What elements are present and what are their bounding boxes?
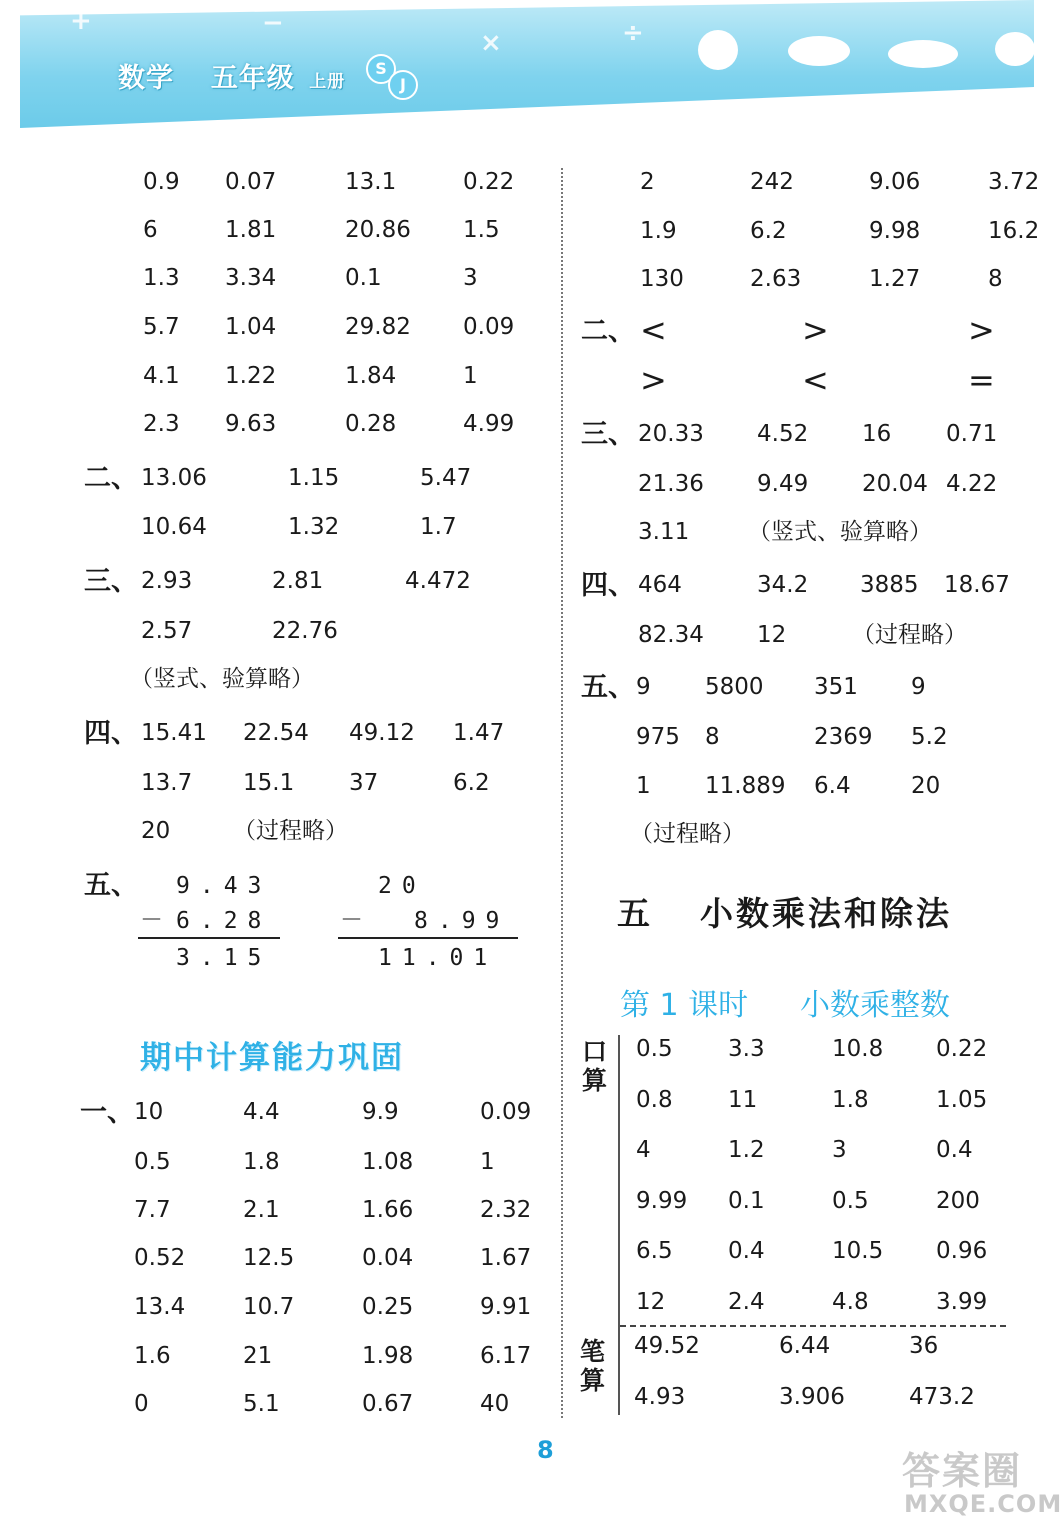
- answer-cell: 1: [636, 773, 651, 799]
- answer-cell: 9.98: [869, 218, 921, 244]
- answer-cell: 0.52: [134, 1245, 186, 1271]
- answer-cell: 8: [705, 724, 720, 750]
- answer-cell: 20.04: [862, 471, 928, 497]
- answer-cell: 10.8: [832, 1036, 884, 1062]
- answer-cell: 1.08: [362, 1149, 414, 1175]
- answer-cell: 10: [134, 1099, 164, 1125]
- answer-cell: 6.4: [814, 773, 851, 799]
- answer-cell: 10.7: [243, 1294, 295, 1320]
- answer-cell: 0.5: [636, 1036, 673, 1062]
- note-text: （过程略）: [852, 622, 967, 648]
- answer-cell: 2.63: [750, 266, 802, 292]
- answer-cell: 0.28: [345, 411, 397, 437]
- column-divider: [561, 168, 563, 1418]
- question-label: 三、: [84, 566, 138, 597]
- answer-cell: 1.27: [869, 266, 921, 292]
- difference: 11.01: [378, 945, 498, 971]
- side-label-divider: [618, 1035, 620, 1415]
- answer-cell: 1.98: [362, 1343, 414, 1369]
- watermark-logo: 答案圈: [902, 1449, 1023, 1493]
- answer-cell: 0.09: [463, 314, 515, 340]
- page-number: 8: [537, 1436, 554, 1464]
- answer-cell: 2.93: [141, 568, 193, 594]
- answer-cell: 3885: [860, 572, 919, 598]
- answer-cell: 1.2: [728, 1137, 765, 1163]
- answer-cell: 1.84: [345, 363, 397, 389]
- answer-cell: 22.76: [272, 618, 338, 644]
- answer-cell: 9: [636, 674, 651, 700]
- cloud-decoration: [888, 40, 958, 68]
- answer-cell: 9.9: [362, 1099, 399, 1125]
- answer-cell: 9: [911, 674, 926, 700]
- note-text: （竖式、验算略）: [748, 519, 932, 545]
- answer-cell: 1: [480, 1149, 495, 1175]
- answer-cell: 1.67: [480, 1245, 532, 1271]
- question-label: 二、: [581, 316, 635, 347]
- answer-cell: 0: [134, 1391, 149, 1417]
- minus-sign: －: [140, 907, 163, 933]
- answer-cell: 4.22: [946, 471, 998, 497]
- answer-cell: 1.7: [420, 514, 457, 540]
- answer-cell: 0.8: [636, 1087, 673, 1113]
- answer-cell: 0.67: [362, 1391, 414, 1417]
- answer-cell: 15.1: [243, 770, 295, 796]
- answer-cell: 2.3: [143, 411, 180, 437]
- answer-cell: 3.11: [638, 519, 690, 545]
- answer-cell: 4.1: [143, 363, 180, 389]
- answer-cell: 1.22: [225, 363, 277, 389]
- answer-cell: 6.17: [480, 1343, 532, 1369]
- note-text: （过程略）: [233, 818, 348, 844]
- answer-cell: 5.47: [420, 465, 472, 491]
- answer-cell: 9.99: [636, 1188, 688, 1214]
- difference: 3.15: [176, 945, 272, 971]
- cloud-decoration: [788, 36, 850, 66]
- answer-cell: 1.47: [453, 720, 505, 746]
- answer-cell: 0.1: [728, 1188, 765, 1214]
- answer-cell: 2.57: [141, 618, 193, 644]
- answer-cell: 40: [480, 1391, 510, 1417]
- answer-cell: 464: [638, 572, 682, 598]
- answer-cell: 3: [832, 1137, 847, 1163]
- answer-cell: 1.8: [243, 1149, 280, 1175]
- answer-cell: 0.5: [134, 1149, 171, 1175]
- answer-cell: 20: [911, 773, 941, 799]
- answer-cell: 20.33: [638, 421, 704, 447]
- cloud-decoration: [995, 32, 1035, 66]
- sum-line: [338, 937, 518, 939]
- answer-cell: 6.5: [636, 1238, 673, 1264]
- answer-cell: 4.4: [243, 1099, 280, 1125]
- answer-cell: 1.3: [143, 265, 180, 291]
- comparison-sign: >: [640, 361, 667, 399]
- answer-cell: 0.22: [463, 169, 515, 195]
- question-label: 三、: [581, 419, 635, 450]
- answer-cell: 2.1: [243, 1197, 280, 1223]
- answer-cell: 13.1: [345, 169, 397, 195]
- answer-cell: 13.7: [141, 770, 193, 796]
- answer-cell: 9.49: [757, 471, 809, 497]
- answer-cell: 351: [814, 674, 858, 700]
- answer-cell: 1.04: [225, 314, 277, 340]
- note-text: （过程略）: [630, 821, 745, 847]
- answer-cell: 11: [728, 1087, 758, 1113]
- answer-cell: 1.81: [225, 217, 277, 243]
- divide-decoration: ÷: [622, 18, 644, 48]
- answer-cell: 3.99: [936, 1289, 988, 1315]
- answer-cell: 1.5: [463, 217, 500, 243]
- answer-cell: 49.12: [349, 720, 415, 746]
- comparison-sign: =: [968, 361, 995, 399]
- answer-cell: 1.9: [640, 218, 677, 244]
- answer-cell: 20: [141, 818, 171, 844]
- answer-cell: 1: [463, 363, 478, 389]
- answer-cell: 2.4: [728, 1289, 765, 1315]
- answer-cell: 0.9: [143, 169, 180, 195]
- answer-cell: 0.71: [946, 421, 998, 447]
- answer-cell: 200: [936, 1188, 980, 1214]
- answer-cell: 0.96: [936, 1238, 988, 1264]
- answer-cell: 10.5: [832, 1238, 884, 1264]
- answer-cell: 4.8: [832, 1289, 869, 1315]
- answer-cell: 16: [862, 421, 892, 447]
- answer-cell: 13.06: [141, 465, 207, 491]
- answer-cell: 20.86: [345, 217, 411, 243]
- answer-cell: 0.04: [362, 1245, 414, 1271]
- answer-cell: 9.06: [869, 169, 921, 195]
- times-decoration: ×: [480, 28, 502, 58]
- answer-cell: 5800: [705, 674, 764, 700]
- minus-decoration: −: [262, 8, 284, 38]
- watermark-url: MXQE.COM: [904, 1490, 1062, 1518]
- midterm-section-title: 期中计算能力巩固: [140, 1040, 404, 1076]
- answer-cell: 473.2: [909, 1384, 975, 1410]
- answer-cell: 13.4: [134, 1294, 186, 1320]
- answer-cell: 4.93: [634, 1384, 686, 1410]
- question-label: 一、: [80, 1097, 134, 1128]
- answer-cell: 8: [988, 266, 1003, 292]
- answer-cell: 0.25: [362, 1294, 414, 1320]
- page-header-title: [118, 56, 345, 95]
- answer-cell: 0.22: [936, 1036, 988, 1062]
- comparison-sign: >: [968, 311, 995, 349]
- answer-cell: 22.54: [243, 720, 309, 746]
- answer-cell: 82.34: [638, 622, 704, 648]
- question-label: 四、: [84, 718, 138, 749]
- answer-cell: 21.36: [638, 471, 704, 497]
- answer-cell: 9.91: [480, 1294, 532, 1320]
- answer-cell: 9.63: [225, 411, 277, 437]
- answer-cell: 6.2: [750, 218, 787, 244]
- note-text: （竖式、验算略）: [130, 666, 314, 692]
- question-label: 四、: [581, 570, 635, 601]
- answer-cell: 1.32: [288, 514, 340, 540]
- answer-cell: 2.81: [272, 568, 324, 594]
- subtrahend: 6.28: [176, 908, 272, 934]
- answer-cell: 6: [143, 217, 158, 243]
- answer-cell: 10.64: [141, 514, 207, 540]
- answer-cell: 1.8: [832, 1087, 869, 1113]
- answer-cell: 11.889: [705, 773, 786, 799]
- plus-decoration: +: [70, 6, 92, 36]
- answer-cell: 3.34: [225, 265, 277, 291]
- question-label: 五、: [581, 672, 635, 703]
- minuend: 9.43: [176, 873, 272, 899]
- answer-cell: 975: [636, 724, 680, 750]
- oral-calc-label: 口算: [582, 1037, 608, 1095]
- answer-cell: 1.15: [288, 465, 340, 491]
- written-calc-label: 笔算: [580, 1337, 606, 1395]
- answer-cell: 1.6: [134, 1343, 171, 1369]
- answer-cell: 0.1: [345, 265, 382, 291]
- answer-cell: 7.7: [134, 1197, 171, 1223]
- question-label: 五、: [84, 870, 138, 901]
- comparison-sign: <: [802, 361, 829, 399]
- answer-cell: 49.52: [634, 1333, 700, 1359]
- answer-cell: 5.1: [243, 1391, 280, 1417]
- answer-cell: 0.07: [225, 169, 277, 195]
- sum-line: [138, 937, 280, 939]
- answer-cell: 34.2: [757, 572, 809, 598]
- publisher-badge-j: J: [388, 70, 418, 100]
- answer-cell: 12: [757, 622, 787, 648]
- answer-cell: 15.41: [141, 720, 207, 746]
- answer-cell: 18.67: [944, 572, 1010, 598]
- answer-cell: 5.2: [911, 724, 948, 750]
- answer-cell: 2369: [814, 724, 873, 750]
- answer-cell: 0.4: [936, 1137, 973, 1163]
- answer-cell: 4.52: [757, 421, 809, 447]
- unit-number: 五: [617, 894, 653, 933]
- grade-label: 五年级: [210, 63, 295, 94]
- answer-cell: 12: [636, 1289, 666, 1315]
- answer-cell: 0.4: [728, 1238, 765, 1264]
- answer-cell: 3: [463, 265, 478, 291]
- answer-cell: 36: [909, 1333, 939, 1359]
- answer-cell: 0.09: [480, 1099, 532, 1125]
- answer-cell: 37: [349, 770, 379, 796]
- answer-cell: 3.3: [728, 1036, 765, 1062]
- answer-cell: 3.72: [988, 169, 1040, 195]
- lesson-title: 小数乘整数: [800, 988, 950, 1023]
- comparison-sign: >: [802, 311, 829, 349]
- section-divider: [620, 1325, 1006, 1327]
- answer-cell: 4.99: [463, 411, 515, 437]
- answer-cell: 2.32: [480, 1197, 532, 1223]
- minuend: 20: [378, 873, 426, 899]
- answer-cell: 3.906: [779, 1384, 845, 1410]
- unit-title: 小数乘法和除法: [700, 894, 952, 933]
- question-label: 二、: [84, 463, 138, 494]
- answer-cell: 29.82: [345, 314, 411, 340]
- subject-label: 数学: [118, 63, 174, 94]
- answer-cell: 4.472: [405, 568, 471, 594]
- subtrahend: 8.99: [414, 908, 510, 934]
- answer-cell: 16.2: [988, 218, 1040, 244]
- answer-cell: 12.5: [243, 1245, 295, 1271]
- answer-cell: 0.5: [832, 1188, 869, 1214]
- answer-cell: 242: [750, 169, 794, 195]
- answer-cell: 6.2: [453, 770, 490, 796]
- circle-decoration: [698, 30, 738, 70]
- answer-cell: 4: [636, 1137, 651, 1163]
- answer-cell: 6.44: [779, 1333, 831, 1359]
- comparison-sign: <: [640, 311, 667, 349]
- answer-cell: 21: [243, 1343, 273, 1369]
- answer-cell: 5.7: [143, 314, 180, 340]
- answer-cell: 1.05: [936, 1087, 988, 1113]
- answer-cell: 130: [640, 266, 684, 292]
- volume-label: 上册: [309, 72, 346, 92]
- answer-cell: 1.66: [362, 1197, 414, 1223]
- publisher-badge-s: S: [366, 54, 396, 84]
- lesson-number: 第 1 课时: [620, 988, 749, 1023]
- answer-cell: 2: [640, 169, 655, 195]
- minus-sign: －: [340, 907, 363, 933]
